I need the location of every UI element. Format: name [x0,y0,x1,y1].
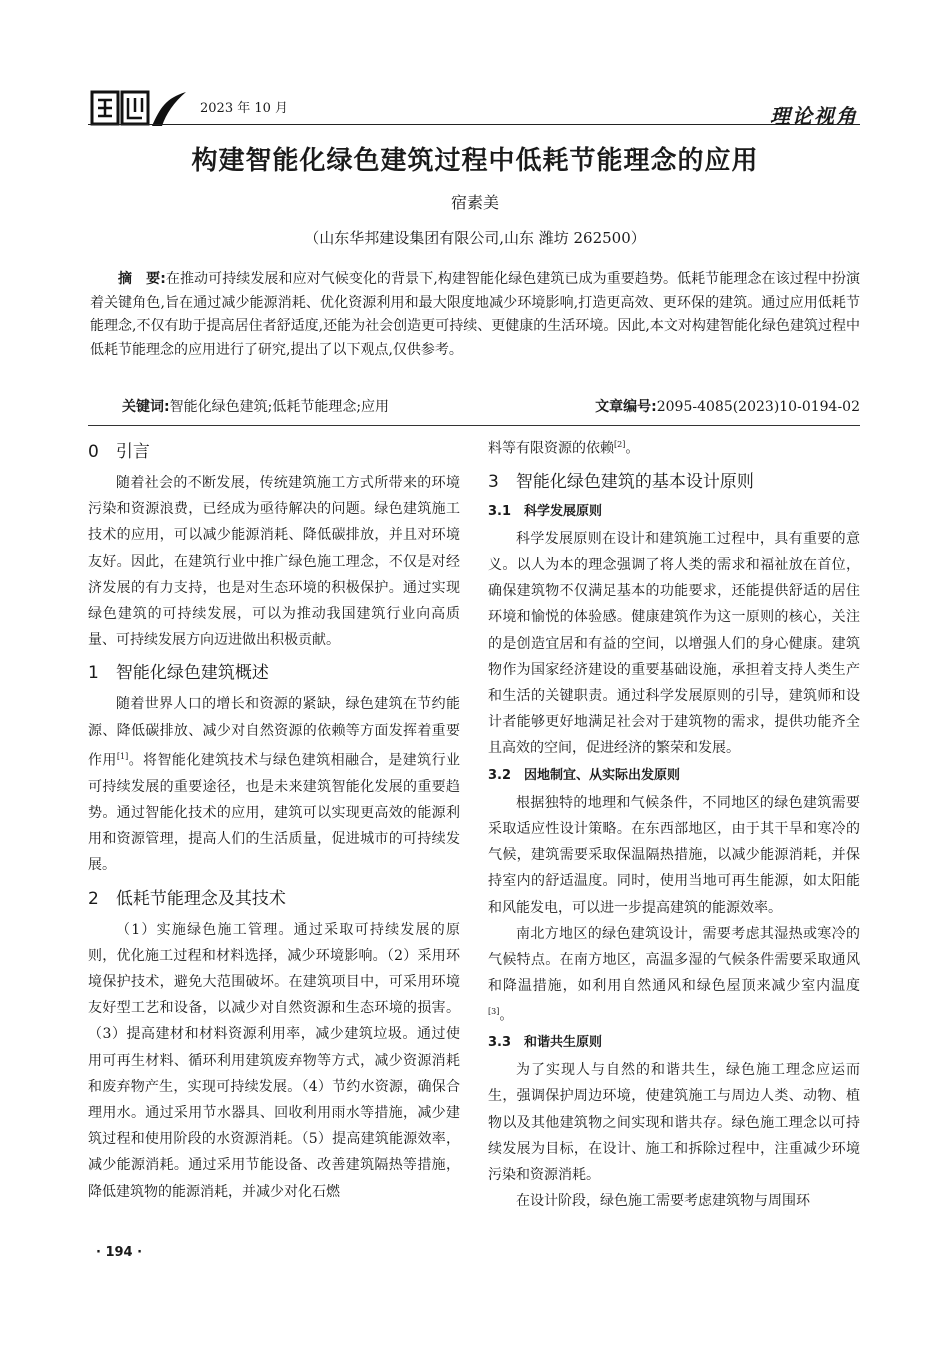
keywords-text: 智能化绿色建筑;低耗节能理念;应用 [169,399,390,415]
paragraph-text: 随着世界人口的增长和资源的紧缺，绿色建筑在节约能源、降低碳排放、减少对自然资源的依赖等方面发挥着重要作用 [88,696,460,769]
abstract-text: 在推动可持续发展和应对气候变化的背景下,构建智能化绿色建筑已成为重要趋势。低耗节能理念在该过程中扮演着关键角色,旨在通过减少能源消耗、优化资源利用和最大限度地减少环境影响,打造更高效、更环保的建筑。通过应用低耗节能理念,不仅有助于提高居住者舒适度,还能为社会创造更可持续、更健康的生活环境。因此,本文对构建智能化绿色建筑过程中低耗节能理念的应用进行了研究,提出了以下观点,仅供参考。 [90,271,860,358]
subsection-heading: 3.3 和谐共生原则 [488,1035,603,1051]
citation: [3] [488,1007,500,1017]
paragraph: （1）实施绿色施工管理。通过采取可持续发展的原则，优化施工过程和材料选择，减少环境影响。（2）采用环境保护技术，避免大范围破坏。在建筑项目中，可采用环境友好型工艺和设备，以减少对自然资源和生态环境的损害。（3）提高建材和材料资源利用率，减少建筑垃圾。通过使用可再生材料、循环利用建筑废弃物等方式，减少资源消耗和废弃物产生，实现可持续发展。（4）节约水资源，确保合理用水。通过采用节水器具、回收利用雨水等措施，减少建筑过程和使用阶段的水资源消耗。（5）提高建筑能源效率，减少能源消耗。通过采用节能设备、改善建筑隔热等措施，降低建筑物的能源消耗，并减少对化石燃 [88,921,460,1200]
citation: [2] [614,440,626,449]
abstract-label: 摘 要: [118,271,166,287]
paragraph-continued [488,432,860,462]
paragraph-text: 料等有限资源的依赖 [488,440,614,457]
paragraph: 科学发展原则在设计和建筑施工过程中，具有重要的意义。以人为本的理念强调了将人类的需求和福祉放在首位，确保建筑物不仅满足基本的功能要求，还能提供舒适的居住环境和愉悦的体验感。健康建筑作为这一原则的核心，关注的是创造宜居和有益的空间，以增强人们的身心健康。建筑物作为国家经济建设的重要基础设施，承担着支持人类生产和生活的关键职责。通过科学发展原则的引导，建筑师和设计者能够更好地满足社会对于建筑物的需求，提供功能齐全且高效的空间，促进经济的繁荣和发展。 [488,530,860,757]
article-number [595,396,860,416]
section-heading: 1 智能化绿色建筑概述 [88,663,269,684]
paragraph: 为了实现人与自然的和谐共生，绿色施工理念应运而生，强调保护周边环境，使建筑施工与周边人类、动物、植物以及其他建筑物之间实现和谐共存。绿色施工理念以可持续发展为目标，在设计、施工和拆除过程中，注重减少环境污染和资源消耗。 [488,1062,860,1183]
paragraph [88,691,460,878]
subsection-heading: 3.2 因地制宜、从实际出发原则 [488,767,681,783]
paragraph: 根据独特的地理和气候条件，不同地区的绿色建筑需要采取适应性设计策略。在东西部地区，由于其干旱和寒冷的气候，建筑需要采取保温隔热措施，以减少能源消耗，并保持室内的舒适温度。同时，使用当地可再生能源，如太阳能和风能发电，可以进一步提高建筑的能源效率。 [488,794,860,916]
paragraph: 在设计阶段，绿色施工需要考虑建筑物与周围环 [516,1193,810,1210]
abstract [90,268,860,362]
citation: [1] [116,751,129,761]
abstract-rule [88,425,860,426]
paragraph [488,921,860,1029]
page-number: · 194 · [96,1245,143,1260]
section-heading: 0 引言 [88,442,150,462]
left-column [88,432,460,1205]
subsection-heading: 3.1 科学发展原则 [488,503,603,519]
issue-date: 2023 年 10 月 [200,101,289,116]
column-tag: 理论视角 [770,104,858,128]
author: 宿素美 [450,193,499,212]
paragraph: 随着社会的不断发展，传统建筑施工方式所带来的环境污染和资源浪费，已经成为亟待解决的问题。绿色建筑施工技术的应用，可以减少能源消耗、降低碳排放，并且对环境友好。因此，在建筑行业中推广绿色施工理念，不仅是对经济发展的有力支持，也是对生态环境的积极保护。通过实现绿色建筑的可持续发展，可以为推动我国建筑行业向高质量、可持续发展方向迈进做出积极贡献。 [88,475,460,649]
article-number-label: 文章编号: [595,399,657,415]
section-heading: 3 智能化绿色建筑的基本设计原则 [488,471,754,492]
paragraph-text: 。 [499,1007,514,1024]
keywords [122,396,389,416]
section-heading: 2 低耗节能理念及其技术 [88,888,286,909]
article-number-value: 2095-4085(2023)10-0194-02 [656,399,860,415]
paragraph-text: 。将智能化建筑技术与绿色建筑相融合，是建筑行业可持续发展的重要途径，也是未来建筑智能化发展的重要趋势。通过智能化技术的应用，建筑可以实现更高效的能源利用和资源管理，提高人们的生活质量，促进城市的可持续发展。 [88,752,461,874]
keywords-label: 关键词: [122,399,170,415]
right-column [488,432,860,1214]
paragraph-text: 。 [625,440,640,457]
header-rule [88,124,860,125]
affiliation: （山东华邦建设集团有限公司,山东 潍坊 262500） [304,229,646,247]
article-title: 构建智能化绿色建筑过程中低耗节能理念的应用 [191,146,759,176]
paragraph-text: 南北方地区的绿色建筑设计，需要考虑其湿热或寒冷的气候特点。在南方地区，高温多湿的气候条件需要采取通风和降温措施，如利用自然通风和绿色屋顶来减少室内温度 [488,925,860,995]
